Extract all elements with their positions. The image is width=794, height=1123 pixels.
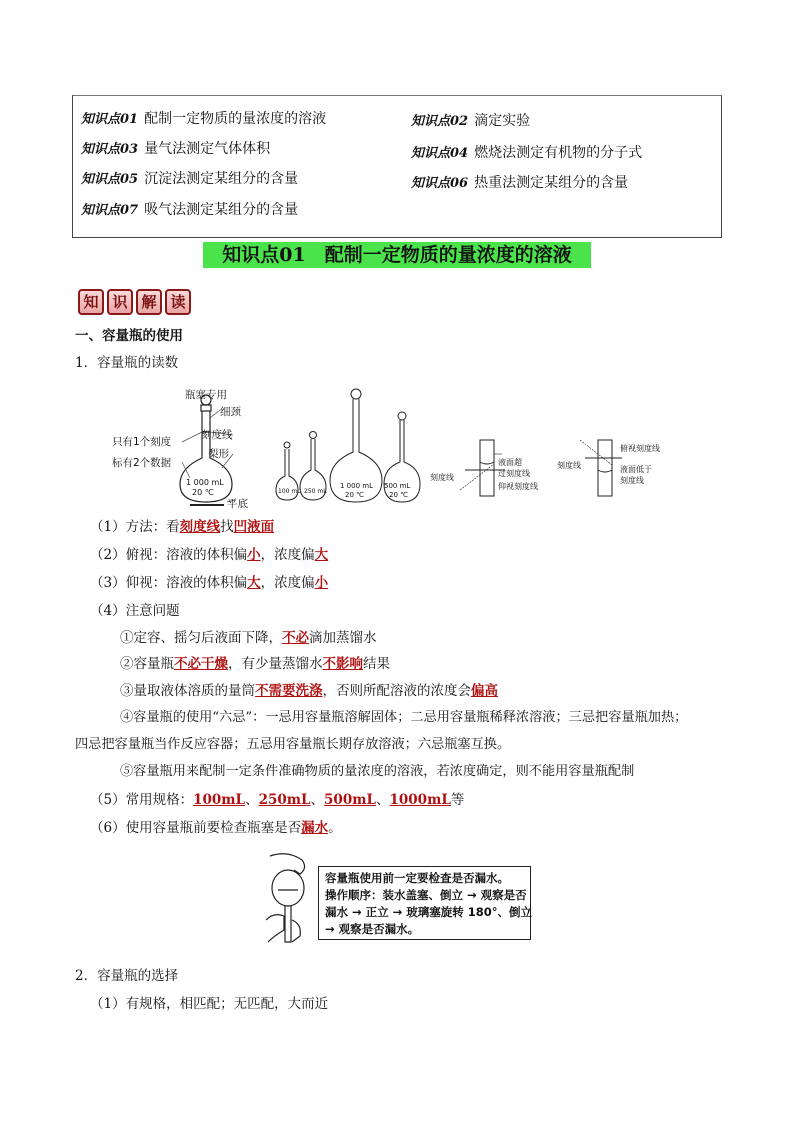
leak-line: 容量瓶使用前一定要检查是否漏水。 <box>325 871 509 885</box>
answer: 500mL <box>324 792 376 808</box>
text: ，有少量蒸馏水 <box>228 656 323 672</box>
knowledge-badge <box>78 289 191 315</box>
read-left-l3: 仰视刻度线 <box>498 482 538 491</box>
toc-title: 沉淀法测定某组分的含量 <box>144 171 299 187</box>
read-left-mark: 刻度线 <box>430 473 454 482</box>
item-notes: （4）注意问题 <box>90 603 180 619</box>
answer: 小 <box>247 547 261 563</box>
read-right-l1: 俯视刻度线 <box>620 444 660 453</box>
text: 、 <box>245 792 259 808</box>
text: 找 <box>220 519 234 535</box>
answer: 大 <box>247 575 261 591</box>
toc-title: 量气法测定气体体积 <box>144 141 271 157</box>
text: ②容量瓶 <box>120 656 174 672</box>
subsection-title: 2．容量瓶的选择 <box>75 968 179 984</box>
item-upview <box>90 573 328 593</box>
toc-key: 知识点05 <box>81 172 139 187</box>
item-method <box>90 517 274 537</box>
label-one-mark: 只有1个刻度 <box>112 436 172 448</box>
flask-100-vol: 100 mL <box>278 488 301 495</box>
toc-key: 知识点03 <box>81 142 139 157</box>
read-right-mark: 刻度线 <box>557 461 581 470</box>
toc-key: 知识点01 <box>81 112 139 127</box>
text: ，否则所配溶液的浓度会 <box>322 683 471 699</box>
toc-box <box>72 95 722 238</box>
text: 结果 <box>363 656 390 672</box>
toc-item-05[interactable] <box>81 168 298 188</box>
answer: 1000mL <box>389 792 451 808</box>
label-two-data: 标有2个数据 <box>112 457 172 469</box>
leak-line: 漏水 → 正立 → 玻璃塞旋转 180°、倒立 <box>325 905 533 919</box>
answer: 不需要洗涤 <box>255 683 323 699</box>
toc-item-06[interactable] <box>411 172 628 192</box>
text: 等 <box>450 792 465 808</box>
leak-line: → 观察是否漏水。 <box>325 922 420 936</box>
text: 、 <box>376 792 390 808</box>
section-heading: 知识点01 配制一定物质的量浓度的溶液 <box>203 242 591 268</box>
subsection-title: 1．容量瓶的读数 <box>75 355 179 371</box>
label-flat: 平底 <box>227 498 248 510</box>
answer: 刻度线 <box>179 519 221 535</box>
text: （2）俯视：溶液的体积偏 <box>90 547 248 563</box>
flask-1000-vol: 1 000 mL <box>340 482 373 490</box>
reading-diagram-right <box>580 440 622 496</box>
section-title: 一、容量瓶的使用 <box>75 328 183 344</box>
answer: 漏水 <box>301 820 329 836</box>
text: 。 <box>328 820 342 836</box>
note-1 <box>120 628 377 648</box>
flask-text-temp: 20 ℃ <box>192 488 214 497</box>
toc-item-07[interactable] <box>81 199 298 219</box>
toc-title: 热重法测定某组分的含量 <box>474 175 629 191</box>
flask-1000-temp: 20 ℃ <box>345 491 364 499</box>
answer: 偏高 <box>471 683 498 699</box>
toc-item-04[interactable] <box>411 142 642 162</box>
label-neck: 细颈 <box>220 406 241 418</box>
read-right-l3: 刻度线 <box>620 476 644 485</box>
toc-item-01[interactable] <box>81 108 326 128</box>
flask-250-vol: 250 mL <box>304 488 327 495</box>
read-left-l1: 液面超 <box>498 458 522 467</box>
label-pear: 梨形 <box>208 448 229 460</box>
answer: 小 <box>314 575 329 591</box>
read-right-l2: 液面低于 <box>620 465 652 474</box>
text: ③量取液体溶质的量筒 <box>120 683 255 699</box>
badge-char: 读 <box>165 289 191 315</box>
text: ①定容、摇匀后液面下降， <box>120 630 282 646</box>
answer: 250mL <box>258 792 311 808</box>
toc-key: 知识点06 <box>411 176 469 191</box>
badge-char: 解 <box>136 289 162 315</box>
answer: 100mL <box>193 792 246 808</box>
leak-check-box <box>318 866 531 940</box>
read-left-l2: 过刻度线 <box>498 469 530 478</box>
leak-line: 操作顺序：装水盖塞、倒立 → 观察是否 <box>325 888 527 902</box>
toc-item-03[interactable] <box>81 138 270 158</box>
leak-test-illustration <box>258 850 318 955</box>
toc-title: 吸气法测定某组分的含量 <box>144 202 299 218</box>
answer: 不必 <box>282 630 309 646</box>
note-4-line1: ④容量瓶的使用“六忌”：一忌用容量瓶溶解固体；二忌用容量瓶稀释浓溶液；三忌把容量瓶加热； <box>120 710 688 725</box>
text: 、 <box>310 792 325 808</box>
badge-char: 识 <box>107 289 133 315</box>
flask-text-volume: 1 000 mL <box>186 478 224 487</box>
item-selection: （1）有规格，相匹配；无匹配，大而近 <box>90 996 329 1012</box>
label-stopper: 瓶塞专用 <box>185 389 227 401</box>
note-4-line2: 四忌把容量瓶当作反应容器；五忌用容量瓶长期存放溶液；六忌瓶塞互换。 <box>75 737 511 752</box>
text: （1）方法：看 <box>90 519 180 535</box>
text: （6）使用容量瓶前要检查瓶塞是否 <box>90 820 302 836</box>
answer: 不影响 <box>322 656 363 672</box>
text: （3）仰视：溶液的体积偏 <box>90 575 248 591</box>
answer: 凹液面 <box>233 519 275 535</box>
flask-500-vol: 500 mL <box>384 482 411 490</box>
answer: 不必干燥 <box>174 656 228 672</box>
toc-key: 知识点02 <box>411 114 469 129</box>
toc-key: 知识点07 <box>81 203 139 218</box>
note-2 <box>120 654 390 674</box>
toc-title: 配制一定物质的量浓度的溶液 <box>144 111 327 127</box>
toc-title: 燃烧法测定有机物的分子式 <box>474 145 643 161</box>
text: ，浓度偏 <box>260 547 315 563</box>
flask-500-temp: 20 ℃ <box>389 491 408 499</box>
answer: 大 <box>314 547 329 563</box>
text: （5）常用规格： <box>90 792 194 808</box>
badge-char: 知 <box>78 289 104 315</box>
item-specs <box>90 790 464 810</box>
item-overlook <box>90 545 328 565</box>
note-5: ⑤容量瓶用来配制一定条件准确物质的量浓度的溶液，若浓度确定，则不能用容量瓶配制 <box>120 764 635 779</box>
toc-item-02[interactable] <box>411 110 530 130</box>
note-3 <box>120 681 498 701</box>
toc-title: 滴定实验 <box>474 113 531 129</box>
item-leak-check <box>90 818 342 838</box>
toc-key: 知识点04 <box>411 146 469 161</box>
text: ，浓度偏 <box>260 575 315 591</box>
label-mark: 刻度线 <box>201 429 233 441</box>
text: 滴加蒸馏水 <box>309 630 377 646</box>
